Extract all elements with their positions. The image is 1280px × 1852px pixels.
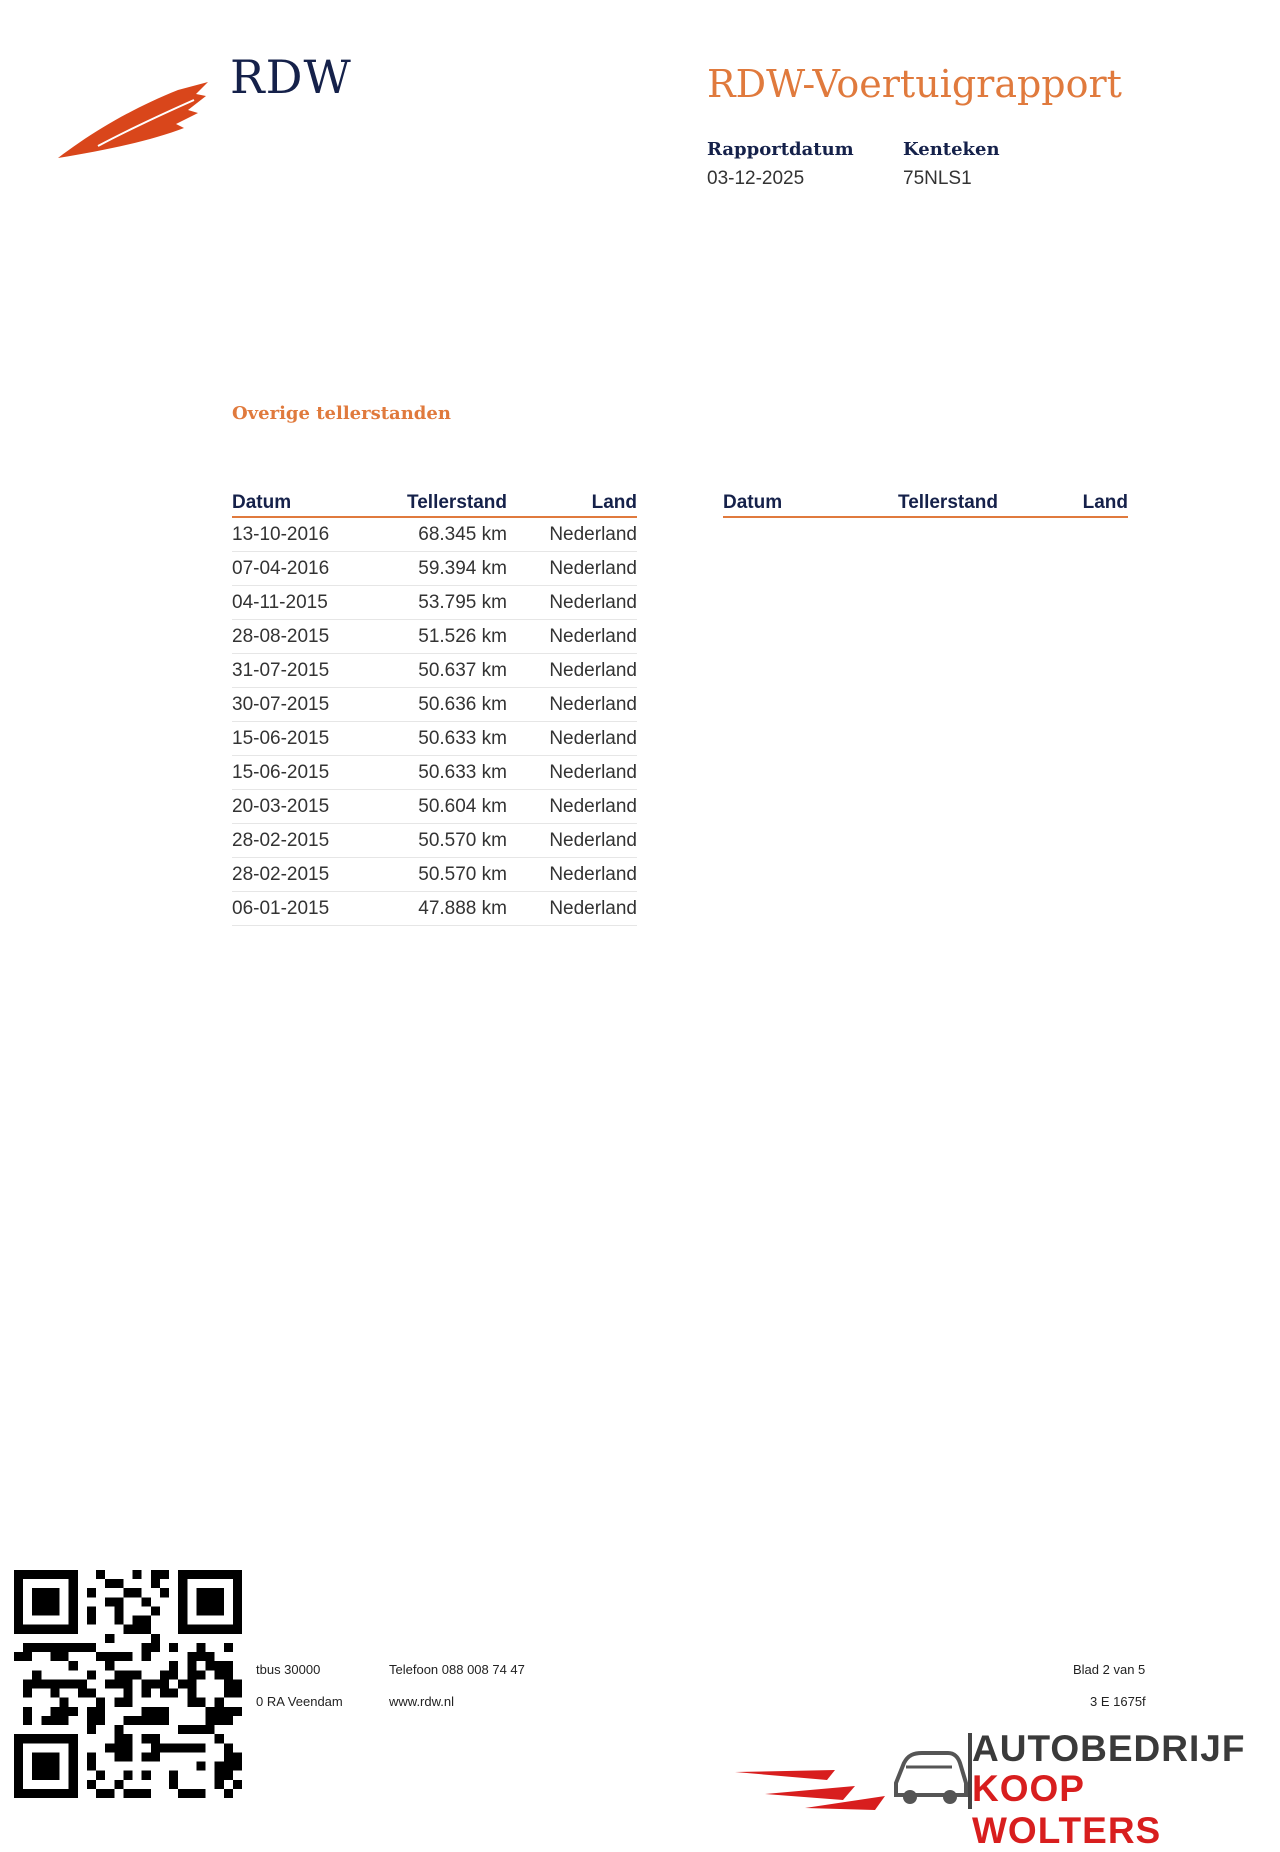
- table-row: [232, 552, 637, 586]
- odometer-table-left: [232, 488, 637, 926]
- table-row: [232, 756, 637, 790]
- footer-phone: Telefoon 088 008 74 47: [389, 1662, 525, 1677]
- speed-lines-icon: [735, 1750, 885, 1812]
- cell-date: 30-07-2015: [232, 688, 372, 722]
- cell-country: Nederland: [507, 688, 637, 722]
- cell-reading: 50.604 km: [372, 790, 507, 824]
- watermark-line2: KOOP WOLTERS: [972, 1768, 1162, 1851]
- cell-reading: 68.345 km: [372, 517, 507, 552]
- cell-date: 07-04-2016: [232, 552, 372, 586]
- cell-country: Nederland: [507, 586, 637, 620]
- report-date-label: Rapportdatum: [707, 139, 854, 160]
- cell-reading: 50.633 km: [372, 756, 507, 790]
- odometer-table-right: [723, 488, 1128, 518]
- cell-country: Nederland: [507, 824, 637, 858]
- odometer-table-body: [232, 517, 637, 926]
- cell-reading: 59.394 km: [372, 552, 507, 586]
- table-row: [232, 654, 637, 688]
- cell-date: 15-06-2015: [232, 756, 372, 790]
- cell-date: 31-07-2015: [232, 654, 372, 688]
- cell-date: 04-11-2015: [232, 586, 372, 620]
- table-row: [232, 892, 637, 926]
- cell-country: Nederland: [507, 620, 637, 654]
- table-row: [232, 620, 637, 654]
- cell-reading: 50.636 km: [372, 688, 507, 722]
- cell-country: Nederland: [507, 858, 637, 892]
- column-header-country: Land: [507, 488, 637, 517]
- table-row: [232, 824, 637, 858]
- footer-code: 3 E 1675f: [1090, 1694, 1146, 1709]
- cell-country: Nederland: [507, 552, 637, 586]
- table-header-row: [232, 488, 637, 517]
- plate-value: 75NLS1: [903, 168, 972, 189]
- cell-date: 15-06-2015: [232, 722, 372, 756]
- cell-reading: 50.633 km: [372, 722, 507, 756]
- rdw-logo-icon: [58, 80, 208, 162]
- qr-code-icon: [14, 1570, 242, 1798]
- plate-label: Kenteken: [903, 139, 1000, 160]
- cell-reading: 51.526 km: [372, 620, 507, 654]
- cell-country: Nederland: [507, 892, 637, 926]
- cell-date: 28-02-2015: [232, 824, 372, 858]
- cell-country: Nederland: [507, 654, 637, 688]
- table-row: [232, 722, 637, 756]
- table-header-row: [723, 488, 1128, 517]
- cell-country: Nederland: [507, 790, 637, 824]
- cell-country: Nederland: [507, 722, 637, 756]
- footer-address-line1: tbus 30000: [256, 1662, 321, 1677]
- cell-date: 28-08-2015: [232, 620, 372, 654]
- cell-reading: 53.795 km: [372, 586, 507, 620]
- column-header-reading: Tellerstand: [372, 488, 507, 517]
- column-header-date: Datum: [723, 488, 863, 517]
- cell-country: Nederland: [507, 517, 637, 552]
- rdw-logo-text: RDW: [230, 50, 352, 104]
- cell-date: 13-10-2016: [232, 517, 372, 552]
- column-header-country: Land: [998, 488, 1128, 517]
- table-row: [232, 586, 637, 620]
- cell-country: Nederland: [507, 756, 637, 790]
- column-header-date: Datum: [232, 488, 372, 517]
- cell-date: 06-01-2015: [232, 892, 372, 926]
- cell-reading: 47.888 km: [372, 892, 507, 926]
- cell-date: 28-02-2015: [232, 858, 372, 892]
- cell-reading: 50.570 km: [372, 824, 507, 858]
- table-row: [232, 517, 637, 552]
- section-title: Overige tellerstanden: [232, 403, 451, 424]
- cell-reading: 50.637 km: [372, 654, 507, 688]
- column-header-reading: Tellerstand: [863, 488, 998, 517]
- table-row: [232, 858, 637, 892]
- car-icon: [890, 1733, 968, 1811]
- cell-reading: 50.570 km: [372, 858, 507, 892]
- cell-date: 20-03-2015: [232, 790, 372, 824]
- report-title: RDW-Voertuigrapport: [707, 62, 1122, 106]
- footer-page-number: Blad 2 van 5: [1073, 1662, 1146, 1677]
- footer-website[interactable]: www.rdw.nl: [389, 1694, 455, 1709]
- footer-address-line2: 0 RA Veendam: [256, 1694, 343, 1709]
- watermark-line1: AUTOBEDRIJF: [972, 1728, 1246, 1769]
- report-date-value: 03-12-2025: [707, 168, 805, 189]
- table-row: [232, 688, 637, 722]
- table-row: [232, 790, 637, 824]
